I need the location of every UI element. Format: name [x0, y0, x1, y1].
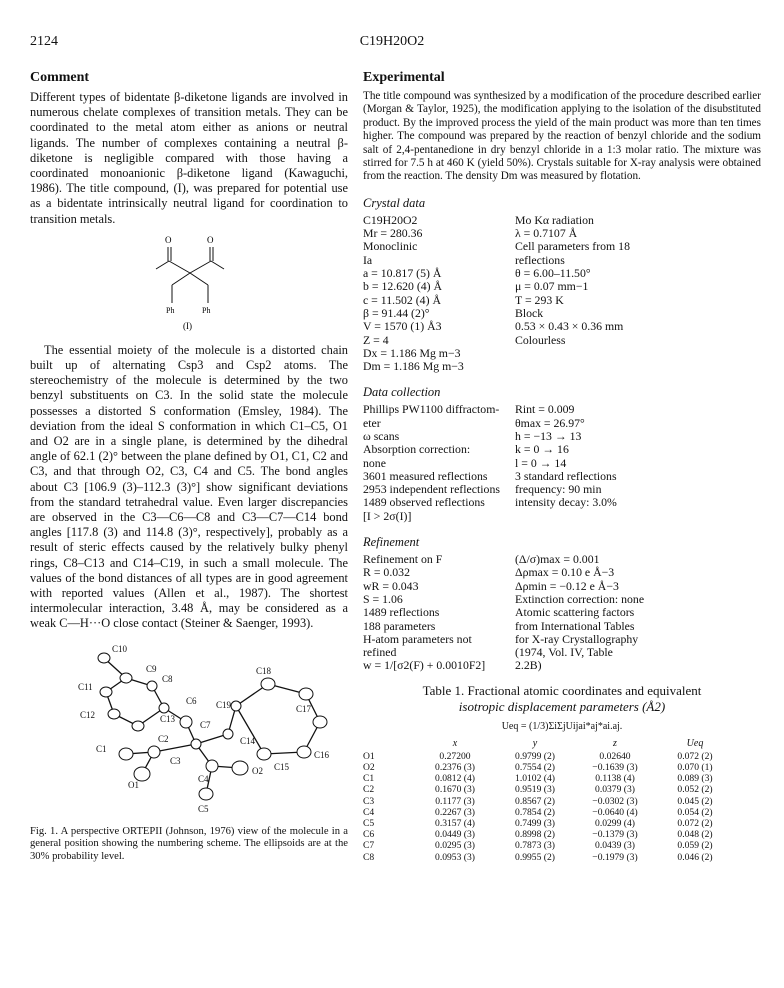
data-collection-right-line: Rint = 0.009: [515, 402, 575, 417]
crystal-data-left-line: b = 12.620 (4) Å: [363, 279, 443, 294]
table-row: [363, 796, 735, 807]
scheme-structure: [30, 231, 348, 337]
refinement-left-line: R = 0.032: [363, 565, 410, 580]
table-cell: 0.8998 (2): [515, 829, 555, 841]
atom-label-c14: C14: [240, 735, 256, 746]
data-collection-left-line: 3601 measured reflections: [363, 468, 488, 483]
refinement-heading: Refinement: [363, 535, 420, 550]
atom-label-c5: C5: [198, 803, 209, 814]
crystal-data-right-line: Mo Kα radiation: [515, 212, 594, 227]
table-cell: 0.052 (2): [677, 784, 713, 796]
table-cell: C6: [363, 829, 375, 841]
experimental-heading: Experimental: [363, 70, 445, 85]
data-collection-left-line: 2953 independent reflections: [363, 482, 500, 497]
atom-label-c4: C4: [198, 773, 209, 784]
refinement-right-line: from International Tables: [515, 618, 635, 633]
atom-label-c2: C2: [158, 733, 169, 744]
atom-label-o1: O1: [128, 779, 139, 790]
table-header-cell: z: [613, 737, 617, 749]
table-row: [363, 773, 735, 784]
running-head: C19H20O2: [359, 34, 425, 49]
scheme-o-left: O: [165, 234, 172, 245]
atom-label-c13: C13: [160, 713, 176, 724]
table-cell: 0.0439 (3): [595, 840, 635, 852]
table-cell: 0.0449 (3): [435, 829, 475, 841]
atom-label-c16: C16: [314, 749, 330, 760]
molecule-figure: [30, 636, 348, 826]
table-cell: −0.0302 (3): [592, 795, 638, 807]
atom-label-c10: C10: [112, 643, 128, 654]
refinement-right-line: for X-ray Crystallography: [515, 631, 639, 646]
table-cell: 0.045 (2): [677, 795, 713, 807]
right-column: [363, 70, 761, 863]
table-cell: 0.3157 (4): [435, 817, 475, 829]
page-number: 2124: [30, 34, 58, 49]
table-cell: 0.054 (2): [677, 806, 713, 818]
crystal-data-left-line: Z = 4: [363, 332, 389, 347]
table-cell: 0.27200: [439, 750, 471, 762]
refinement-left-line: Refinement on F: [363, 552, 443, 567]
table-cell: 0.8567 (2): [515, 795, 555, 807]
table-cell: 0.072 (2): [677, 750, 713, 762]
table-header-cell: [363, 738, 415, 751]
table-cell: 1.0102 (4): [515, 773, 555, 785]
crystal-data-right-line: μ = 0.07 mm−1: [515, 279, 589, 294]
refinement-left-line: 1489 reflections: [363, 605, 440, 620]
atom-label-c3: C3: [170, 755, 181, 766]
table-header-row: [363, 738, 735, 751]
table-cell: C4: [363, 806, 375, 818]
table-row: [363, 829, 735, 840]
data-collection-right-line: k = 0 → 16: [515, 442, 569, 457]
refinement-left-line: w = 1/[σ2(F) + 0.0010F2]: [363, 658, 486, 673]
table-cell: 0.0295 (3): [435, 840, 475, 852]
data-collection-left-line: [I > 2σ(I)]: [363, 508, 412, 523]
crystal-data-right-line: reflections: [515, 252, 565, 267]
table-cell: 0.7554 (2): [515, 761, 555, 773]
table-cell: 0.1138 (4): [595, 773, 635, 785]
data-collection-block: [363, 403, 761, 523]
chemical-scheme: [30, 231, 348, 337]
table-cell: −0.1979 (3): [592, 851, 638, 863]
atom-label-c6: C6: [186, 695, 197, 706]
crystal-data-right-line: 0.53 × 0.43 × 0.36 mm: [515, 319, 624, 334]
refinement-block: [363, 553, 761, 673]
atom-label-c1: C1: [96, 743, 107, 754]
table-cell: 0.089 (3): [677, 773, 713, 785]
crystal-data-right: [515, 214, 761, 374]
table-cell: C1: [363, 773, 375, 785]
data-collection-left-line: ω scans: [363, 429, 400, 443]
crystal-data-right-line: Colourless: [515, 332, 566, 347]
refinement-left-line: wR = 0.043: [363, 578, 419, 593]
table-cell: 0.048 (2): [677, 829, 713, 841]
experimental-text: The title compound was synthesized by a modification of the procedure described earlier (Morgan & Taylor, 1925), the modification applying to the isolation of the disubstituted product. By the improved process the yield of the main product was more than ten times higher. The compound was prepared by the reaction of benzyl chloride and the sodium salt of 2,4-pentanedione in dry benzyl chloride in a 1:3 molar ratio. The mixture was stirred for 7.5 h at 460 K (yield 50%). Crystals suitable for X-ray analysis were obtained from the reaction. The density Dm was measured by flotation.: [363, 90, 761, 183]
table-cell: 0.2376 (3): [435, 761, 475, 773]
refinement-right-line: (Δ/σ)max = 0.001: [515, 552, 600, 567]
data-collection-right-line: θmax = 26.97°: [515, 415, 585, 430]
table-cell: 0.9955 (2): [515, 851, 555, 863]
refinement-right-line: 2.2B): [515, 658, 542, 673]
crystal-data-right-line: Cell parameters from 18: [515, 239, 630, 254]
table-cell: 0.1177 (3): [435, 795, 475, 807]
crystal-data-heading: Crystal data: [363, 195, 426, 210]
ortep-drawing: [30, 636, 348, 826]
refinement-right-line: (1974, Vol. IV, Table: [515, 645, 613, 660]
crystal-data-left-line: Monoclinic: [363, 239, 418, 254]
atom-label-c19: C19: [216, 699, 232, 710]
crystal-data-left-line: Ia: [363, 252, 373, 267]
table-cell: 0.059 (2): [677, 840, 713, 852]
table-cell: C8: [363, 851, 375, 863]
table-cell: 0.0812 (4): [435, 773, 475, 785]
atom-label-c8: C8: [162, 673, 173, 684]
table-cell: −0.0640 (4): [592, 806, 638, 818]
atom-label-c17: C17: [296, 703, 312, 714]
table-cell: C7: [363, 840, 375, 852]
table-cell: 0.7499 (3): [515, 817, 555, 829]
table-header-cell: x: [452, 737, 458, 749]
table-cell: 0.0379 (3): [595, 784, 635, 796]
scheme-ph-left: Ph: [166, 305, 175, 315]
table-cell: 0.070 (1): [677, 761, 713, 773]
table-cell: 0.7873 (3): [515, 840, 555, 852]
refinement-right-line: Δρmax = 0.10 e Å−3: [515, 565, 615, 580]
atom-label-c12: C12: [80, 709, 96, 720]
data-collection-right-line: frequency: 90 min: [515, 482, 602, 497]
crystal-data-left-line: V = 1570 (1) Å3: [363, 319, 442, 334]
table-row: [363, 751, 735, 762]
refinement-left-line: S = 1.06: [363, 591, 403, 606]
table-cell: −0.1379 (3): [592, 829, 638, 841]
comment-paragraph-2: The essential moiety of the molecule is a distorted chain built up of alternating Csp3 and Csp2 atoms. The stereochemistry of the molecule is determined by the two benzyl substituents on C3. In the solid state the molecule possesses a distorted S conformation (Emsley, 1984). The deviation from the ideal S conformation in which C1–C5, O1 and O2 are in a single plane, is determined by the dihedral angle of 62.1 (2)° between the plane defined by O1, C1, C2 and C3, and that through O2, C3, C4 and C5. The bond angles about C3 [106.9 (3)–112.3 (3)°] show significant deviations from the standard tetrahedral value. Even larger discrepancies are observed in the C3—C6—C8 and C3—C7—C14 bond angles [117.8 (3) and 114.8 (3)°, respectively], probably as a result of steric effects caused by the relatively bulky phenyl rings, C8–C13 and C14–C19, in such a small molecule. The values of the bond distances of all types are in good agreement with reported values (Allen et al., 1987). The shortest intermolecular interaction, 3.48 Å, may be considered as a weak C—H···O close contact (Steiner & Saenger, 1993).: [30, 342, 348, 631]
table-cell: C3: [363, 795, 375, 807]
table-cell: 0.02640: [599, 750, 631, 762]
refinement-right-line: Extinction correction: none: [515, 591, 645, 606]
table-title-line-1: Table 1. Fractional atomic coordinates and equivalent: [422, 682, 702, 698]
crystal-data-right-line: T = 293 K: [515, 292, 564, 307]
refinement-left-line: refined: [363, 645, 397, 660]
data-collection-heading: Data collection: [363, 385, 441, 400]
crystal-data-left-line: Dm = 1.186 Mg m−3: [363, 359, 464, 374]
table-cell: 0.2267 (3): [435, 806, 475, 818]
table-cell: 0.046 (2): [677, 851, 713, 863]
refinement-right-line: Δρmin = −0.12 e Å−3: [515, 578, 619, 593]
table-row: [363, 818, 735, 829]
table-cell: 0.9799 (2): [515, 750, 555, 762]
data-collection-left-line: Phillips PW1100 diffractom-: [363, 402, 500, 417]
table-row: [363, 807, 735, 818]
data-collection-left-line: 1489 observed reflections: [363, 495, 485, 510]
table-title: [363, 683, 761, 715]
scheme-o-right: O: [207, 234, 214, 245]
table-title-line-2: isotropic displacement parameters (Å2): [458, 698, 666, 714]
table-cell: C5: [363, 817, 375, 829]
table-header-cell: y: [532, 737, 538, 749]
table-cell: O2: [363, 761, 375, 773]
data-collection-right-line: l = 0 → 14: [515, 455, 567, 470]
ueq-formula: Ueq = (1/3)ΣiΣjUijai*aj*ai.aj.: [501, 720, 623, 732]
atom-label-c9: C9: [146, 663, 157, 674]
table-row: [363, 852, 735, 863]
atom-label-c11: C11: [78, 681, 93, 692]
comment-paragraph-1: Different types of bidentate β-diketone ligands are involved in numerous chelate complexes of transition metals. They can be coordinated to the metal atom either as anions or neutral ligands. The number of complexes containing a neutral β-diketone is negligible compared with those having a coordinated monoanionic β-diketone ligand (Kawaguchi, 1986). The title compound, (I), was prepared for potential use as a bidentate intrinsically neutral ligand for coordination to transition metals.: [30, 90, 348, 226]
atom-label-c15: C15: [274, 761, 290, 772]
crystal-data-left-line: a = 10.817 (5) Å: [363, 266, 442, 281]
crystal-data-right-line: λ = 0.7107 Å: [515, 226, 578, 241]
crystal-data-left: [363, 214, 515, 374]
data-collection-right-line: 3 standard reflections: [515, 468, 617, 483]
data-collection-left-line: none: [363, 455, 386, 470]
table-row: [363, 840, 735, 851]
atom-label-c7: C7: [200, 719, 211, 730]
table-row: [363, 762, 735, 773]
crystal-data-right-line: Block: [515, 305, 544, 320]
crystal-data-left-line: Mr = 280.36: [363, 226, 423, 241]
table-cell: C2: [363, 784, 375, 796]
coordinates-table: [363, 738, 735, 863]
data-collection-right-line: intensity decay: 3.0%: [515, 495, 617, 510]
crystal-data-block: [363, 214, 761, 374]
table-cell: 0.0953 (3): [435, 851, 475, 863]
table-cell: O1: [363, 750, 375, 762]
refinement-left-line: 188 parameters: [363, 618, 436, 633]
data-collection-right: [515, 403, 761, 523]
crystal-data-left-line: Dx = 1.186 Mg m−3: [363, 345, 461, 360]
refinement-left: [363, 553, 515, 673]
refinement-right-line: Atomic scattering factors: [515, 605, 635, 620]
table-header-cell: Ueq: [686, 737, 704, 749]
data-collection-left: [363, 403, 515, 523]
data-collection-left-line: eter: [363, 415, 381, 430]
refinement-right: [515, 553, 761, 673]
scheme-compound-label: (I): [183, 320, 192, 331]
refinement-left-line: H-atom parameters not: [363, 631, 472, 646]
figure-caption: Fig. 1. A perspective ORTEPII (Johnson, 1976) view of the molecule in a general position showing the numbering scheme. The ellipsoids are at the 30% probability level.: [30, 825, 348, 862]
atom-label-o2: O2: [252, 765, 263, 776]
table-cell: 0.1670 (3): [435, 784, 475, 796]
table-cell: 0.7854 (2): [515, 806, 555, 818]
data-collection-left-line: Absorption correction:: [363, 442, 471, 457]
table-row: [363, 784, 735, 795]
table-cell: 0.9519 (3): [515, 784, 555, 796]
left-column: [30, 70, 348, 863]
crystal-data-left-line: C19H20O2: [363, 212, 418, 227]
table-cell: 0.0299 (4): [595, 817, 635, 829]
scheme-ph-right: Ph: [202, 305, 211, 315]
crystal-data-left-line: c = 11.502 (4) Å: [363, 292, 441, 307]
crystal-data-left-line: β = 91.44 (2)°: [363, 305, 430, 320]
comment-heading: Comment: [30, 70, 90, 85]
table-cell: −0.1639 (3): [592, 761, 638, 773]
crystal-data-right-line: θ = 6.00–11.50°: [515, 266, 591, 281]
data-collection-right-line: h = −13 → 13: [515, 429, 582, 443]
table-cell: 0.072 (2): [677, 817, 713, 829]
atom-label-c18: C18: [256, 665, 272, 676]
